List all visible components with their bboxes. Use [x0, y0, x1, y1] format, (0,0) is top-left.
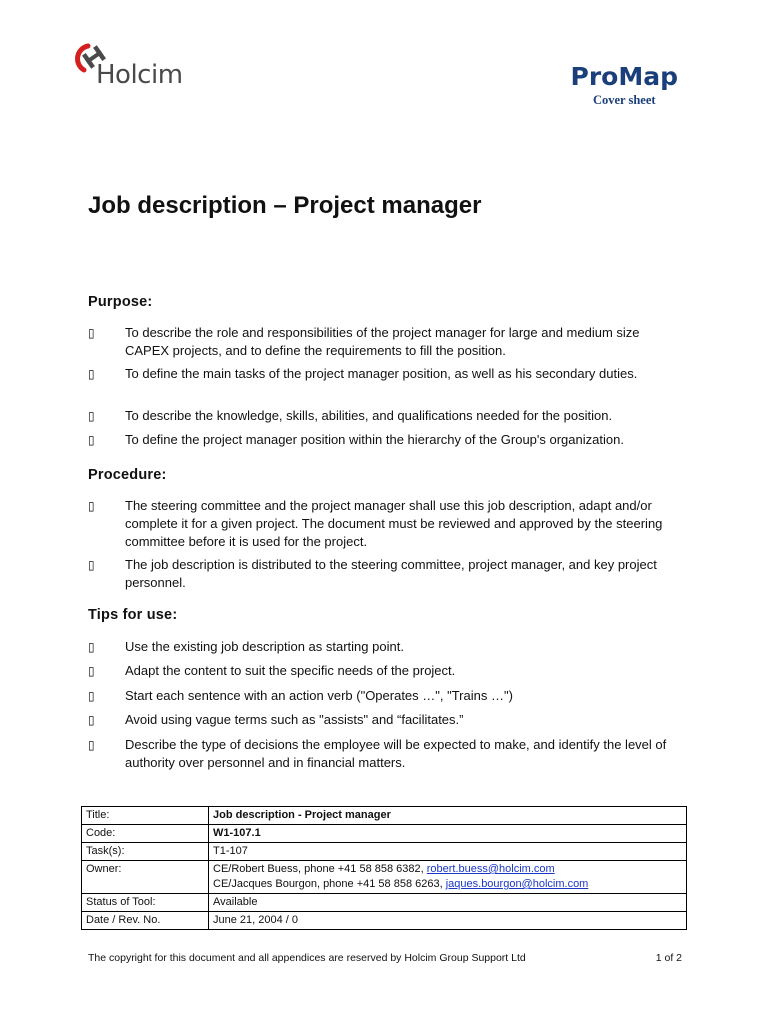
bullet-icon: ▯: [88, 499, 95, 513]
bullet-icon: ▯: [88, 664, 95, 678]
list-item-text: The job description is distributed to the steering committee, project manager, and key project personnel.: [125, 557, 657, 590]
owner-2-email-link[interactable]: jaques.bourgon@holcim.com: [445, 878, 589, 890]
purpose-heading: Purpose:: [88, 294, 153, 310]
list-item-text: The steering committee and the project manager shall use this job description, adapt and/or complete it for a given project. The document must be reviewed and approved by the steering committee before it is used for the project.: [125, 498, 663, 549]
owner-1-email-link[interactable]: robert.buess@holcim.com: [426, 863, 555, 875]
bullet-icon: ▯: [88, 689, 95, 703]
product-name: ProMap: [570, 62, 678, 91]
bullet-icon: ▯: [88, 409, 95, 423]
table-row: [82, 912, 687, 930]
list-item-text: Adapt the content to suit the specific needs of the project.: [125, 663, 456, 678]
bullet-icon: ▯: [88, 738, 95, 752]
bullet-icon: ▯: [88, 433, 95, 447]
tasks-value: T1-107: [209, 843, 687, 861]
table-row: [82, 825, 687, 843]
list-item-text: To define the project manager position within the hierarchy of the Group's organization.: [125, 432, 624, 447]
cover-sheet-label: Cover sheet: [592, 93, 656, 107]
owner-line-2: [213, 877, 682, 892]
tasks-label: Task(s):: [82, 843, 209, 861]
page-number: 1 of 2: [655, 952, 682, 964]
list-item-text: Avoid using vague terms such as "assists" and “facilitates.”: [125, 712, 464, 727]
owner-2-contact: CE/Jacques Bourgon, phone +41 58 858 6263,: [213, 878, 446, 890]
status-value: Available: [209, 894, 687, 912]
owner-line-1: [213, 862, 682, 877]
bullet-icon: ▯: [88, 713, 95, 727]
holcim-logo: [74, 40, 214, 96]
list-item-text: To describe the knowledge, skills, abilities, and qualifications needed for the position.: [125, 408, 613, 423]
list-item-text: Start each sentence with an action verb ("Operates …", "Trains …"): [125, 688, 513, 703]
title-label: Title:: [82, 807, 209, 825]
status-label: Status of Tool:: [82, 894, 209, 912]
copyright-text: The copyright for this document and all appendices are reserved by Holcim Group Support Ltd: [88, 952, 526, 964]
table-row: [82, 861, 687, 894]
table-row: [82, 807, 687, 825]
code-label: Code:: [82, 825, 209, 843]
bullet-icon: ▯: [88, 326, 95, 340]
bullet-icon: ▯: [88, 640, 95, 654]
document-title: Job description – Project manager: [88, 192, 482, 219]
bullet-icon: ▯: [88, 367, 95, 381]
table-row: [82, 843, 687, 861]
table-row: [82, 894, 687, 912]
list-item-text: Describe the type of decisions the employee will be expected to make, and identify the level of authority over personnel and in financial matters.: [125, 737, 667, 770]
code-value: W1-107.1: [209, 825, 687, 843]
date-label: Date / Rev. No.: [82, 912, 209, 930]
list-item-text: To describe the role and responsibilities of the project manager for large and medium size CAPEX projects, and to define the requirements to fill the position.: [125, 325, 640, 358]
tips-heading: Tips for use:: [88, 607, 178, 623]
date-value: June 21, 2004 / 0: [209, 912, 687, 930]
procedure-heading: Procedure:: [88, 467, 167, 483]
logo-wordmark: Holcim: [96, 60, 183, 90]
bullet-icon: ▯: [88, 558, 95, 572]
owner-label: Owner:: [82, 861, 209, 894]
document-info-table: [81, 806, 687, 930]
title-value: Job description - Project manager: [209, 807, 687, 825]
list-item-text: To define the main tasks of the project manager position, as well as his secondary duties.: [125, 366, 638, 381]
owner-value: [209, 861, 687, 894]
list-item-text: Use the existing job description as starting point.: [125, 639, 404, 654]
promap-header: [571, 62, 678, 108]
owner-1-contact: CE/Robert Buess, phone +41 58 858 6382,: [213, 863, 427, 875]
